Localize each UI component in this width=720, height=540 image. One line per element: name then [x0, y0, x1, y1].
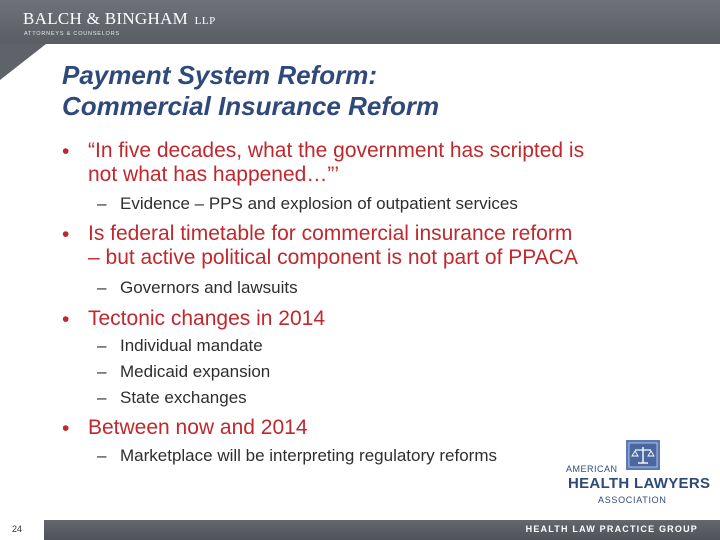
bullet-line: Tectonic changes in 2014: [88, 307, 325, 330]
bullet-line: Is federal timetable for commercial insurance reform: [88, 222, 573, 245]
bullet-marker: •: [62, 140, 70, 163]
bullet-marker: •: [62, 223, 70, 246]
sub-bullet-text: Governors and lawsuits: [120, 278, 298, 297]
bullet-marker: •: [62, 417, 70, 440]
sub-bullet-marker: –: [97, 336, 107, 355]
sub-bullet-marker: –: [97, 194, 107, 213]
aha-logo: [566, 440, 714, 516]
bullet-line: Between now and 2014: [88, 416, 308, 439]
bullet-line: “In five decades, what the government has scripted is: [88, 139, 585, 162]
practice-group-label: HEALTH LAW PRACTICE GROUP: [525, 524, 698, 534]
page-number: 24: [12, 524, 23, 534]
bullet-text: [88, 307, 668, 331]
sub-bullet-marker: –: [97, 446, 107, 465]
bullet-text: [88, 222, 668, 270]
sub-bullet-text: Evidence – PPS and explosion of outpatient services: [120, 194, 518, 213]
sub-bullet-marker: –: [97, 278, 107, 297]
title-line-2: Commercial Insurance Reform: [62, 91, 440, 121]
logo-american: AMERICAN: [566, 464, 618, 474]
sub-bullet-text: Individual mandate: [120, 336, 263, 355]
sub-bullet-text: Medicaid expansion: [120, 362, 271, 381]
title-line-1: Payment System Reform:: [62, 60, 377, 90]
sub-bullet-text: State exchanges: [120, 388, 247, 407]
scales-of-justice-icon: [626, 440, 660, 470]
bullet-marker: •: [62, 308, 70, 331]
bullet-line: not what has happened…”’: [88, 163, 340, 186]
sub-bullet-text: Marketplace will be interpreting regulatory reforms: [120, 446, 497, 465]
sub-bullet-marker: –: [97, 388, 107, 407]
logo-health-lawyers: HEALTH LAWYERS: [568, 475, 711, 492]
logo-association: ASSOCIATION: [598, 495, 667, 505]
firm-tagline: ATTORNEYS & COUNSELORS: [24, 31, 120, 37]
firm-suffix: LLP: [194, 15, 216, 27]
bullet-text: [88, 139, 668, 187]
bullet-text: [88, 416, 668, 440]
bullet-line: – but active political component is not part of PPACA: [88, 246, 578, 269]
sub-bullet-marker: –: [97, 362, 107, 381]
firm-name: BALCH & BINGHAM: [23, 9, 189, 28]
